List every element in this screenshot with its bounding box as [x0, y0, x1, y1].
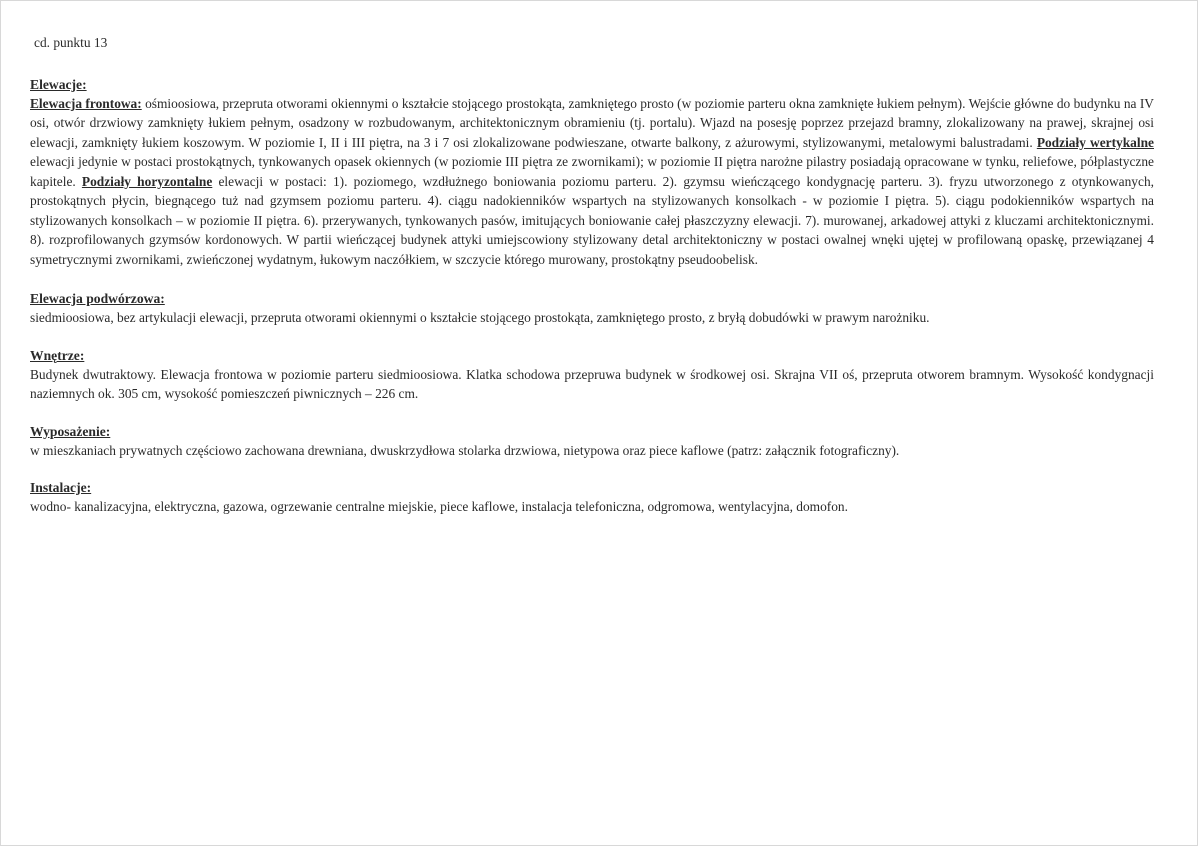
interior-heading: Wnętrze:: [30, 347, 85, 363]
vertical-divisions-label: Podziały wertykalne: [1036, 134, 1154, 150]
section-equipment: [30, 422, 1154, 461]
installations-text: wodno- kanalizacyjna, elektryczna, gazowa, ogrzewanie centralne miejskie, piece kaflowe, instalacja telefoniczna, odgromowa, wentylacyjna, domofon.: [30, 499, 848, 514]
section-courtyard-elevation: [30, 289, 1154, 328]
front-elevation-text-1: ośmioosiowa, przepruta otworami okiennymi o kształcie stojącego prostokąta, zamkniętego prosto (w poziomie parteru okna zamknięte łukiem pełnym). Wejście główne do budynku na IV osi, otwór drzwiowy zamknięty łukiem pełnym, osadzony w rozbudowanym, architektonicznym obramieniu (tj. portalu). Wjazd na posesję poprzez przejazd bramny, zlokalizowany na prawej, skrajnej osi elewacji, zamknięty łukiem koszowym. W poziomie I, II i III piętra, na 3 i 7 osi zlokalizowane podwieszane, otwarte balkony, z ażurowymi, stylizowanymi, metalowymi balustradami.: [30, 95, 1154, 150]
front-elevation-text-3: elewacji w postaci: 1). poziomego, wzdłużnego boniowania poziomu parteru. 2). gzymsu wieńczącego kondygnację parteru. 3). fryzu utworzonego z otynkowanych, prostokątnych płycin, biegnącego tuż nad gzymsem poziomu parteru. 4). ciągu nadokienników wspartych na stylizowanych konsolkach - w poziomie I piętra. 5). ciągu podokienników wspartych na stylizowanych konsolkach – w poziomie II piętra. 6). przerywanych, tynkowanych pasów, imitujących boniowanie całej płaszczyzny elewacji. 7). murowanej, arkadowej attyki z kluczami architektonicznymi. 8). rozprofilowanych gzymsów kordonowych. W partii wieńczącej budynek attyki umiejscowiony stylizowany detal architektoniczny w postaci owalnej wnęki ujętej w profilowaną opaskę, przewiązanej 4 symetrycznymi zwornikami, zwieńczonej wydatnym, łukowym naczółkiem, w szczycie którego murowany, prostokątny pseudoobelisk.: [30, 173, 1154, 267]
horizontal-divisions-label: Podziały horyzontalne: [81, 173, 213, 189]
equipment-heading: Wyposażenie:: [30, 423, 111, 439]
front-elevation-label: Elewacja frontowa:: [30, 95, 142, 111]
equipment-text: w mieszkaniach prywatnych częściowo zachowana drewniana, dwuskrzydłowa stolarka drzwiowa, nietypowa oraz piece kaflowe (patrz: załącznik fotograficzny).: [30, 442, 900, 458]
front-elevation-text-2: elewacji jedynie w postaci prostokątnych, tynkowanych opasek okiennych (w poziomie III piętra ze zwornikami); w poziomie II piętra narożne pilastry posiadają opracowane w tynku, reliefowe, półplastyczne kapitele.: [30, 154, 1154, 189]
elevations-heading: Elewacje:: [30, 76, 87, 92]
section-interior: [30, 346, 1154, 404]
section-installations: [30, 478, 1154, 517]
courtyard-elevation-text: siedmioosiowa, bez artykulacji elewacji, przepruta otworami okiennymi o kształcie stojącego prostokąta, zamkniętego prosto, z bryłą dobudówki w prawym narożniku.: [30, 310, 930, 325]
installations-heading: Instalacje:: [30, 480, 92, 495]
interior-text: Budynek dwutraktowy. Elewacja frontowa w poziomie parteru siedmioosiowa. Klatka schodowa przepruwa budynek w środkowej osi. Skrajna VII oś, przepruta otworem bramnym. Wysokość kondygnacji naziemnych ok. 305 cm, wysokość pomieszczeń piwnicznych – 226 cm.: [30, 366, 1154, 401]
continuation-note: cd. punktu 13: [34, 35, 108, 50]
section-elevations: [30, 75, 1154, 270]
front-elevation-paragraph: [30, 94, 1154, 270]
document-body: [30, 33, 1154, 535]
courtyard-elevation-heading: Elewacja podwórzowa:: [30, 291, 165, 306]
